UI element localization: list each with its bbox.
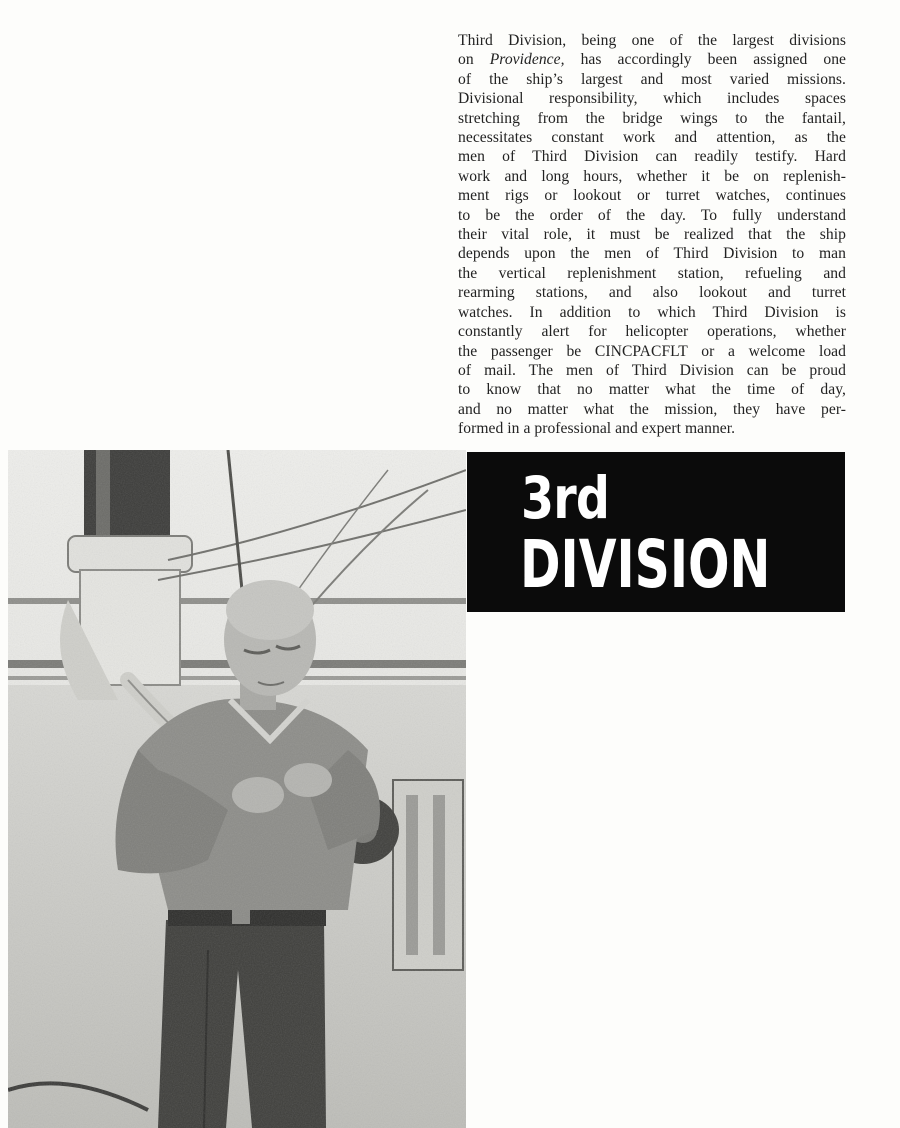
sailor-photo: [8, 450, 466, 1128]
text-line-15: watches. In addition to which Third Division is: [458, 303, 846, 321]
text-line-13: the vertical replenishment station, refueling and: [458, 264, 846, 282]
title-word: DIVISION: [520, 526, 771, 603]
text-line-1: Third Division, being one of the largest divisions: [458, 32, 846, 49]
text-line-20: and no matter what the mission, they have per-: [458, 400, 846, 418]
text-line-4: Divisional responsibility, which includes spaces: [458, 90, 846, 108]
text-line-17: the passenger be CINCPACFLT or a welcome load: [458, 342, 846, 360]
text-line-9: ment rigs or lookout or turret watches, continues: [458, 187, 846, 205]
text-line-12: depends upon the men of Third Division to man: [458, 245, 846, 263]
text-line-14: rearming stations, and also lookout and turret: [458, 284, 846, 302]
text-line-5: stretching from the bridge wings to the fantail,: [458, 109, 846, 127]
division-description: [458, 31, 846, 439]
text-line-10: to be the order of the day. To fully understand: [458, 206, 846, 224]
sailor-photo-illustration: [8, 450, 466, 1128]
text-line-2-rest: has accordingly been assigned one: [580, 51, 847, 69]
text-line-8: work and long hours, whether it be on replenish-: [458, 167, 846, 185]
text-line-21: formed in a professional and expert manner.: [458, 420, 736, 438]
text-line-11: their vital role, it must be realized that the ship: [458, 226, 846, 244]
division-title-block: [467, 452, 845, 612]
text-line-3: of the ship’s largest and most varied missions.: [458, 70, 846, 88]
text-line-16: constantly alert for helicopter operations, whether: [458, 323, 846, 341]
text-line-2-prefix: on: [458, 51, 474, 69]
ship-name: Providence,: [489, 51, 565, 69]
text-line-7: men of Third Division can readily testify. Hard: [458, 148, 846, 166]
text-line-6: necessitates constant work and attention, as the: [458, 129, 846, 147]
text-line-18: of mail. The men of Third Division can be proud: [458, 361, 846, 379]
title-number: 3rd: [521, 464, 610, 532]
text-line-19: to know that no matter what the time of day,: [458, 381, 846, 399]
text-line-2: [458, 50, 846, 69]
